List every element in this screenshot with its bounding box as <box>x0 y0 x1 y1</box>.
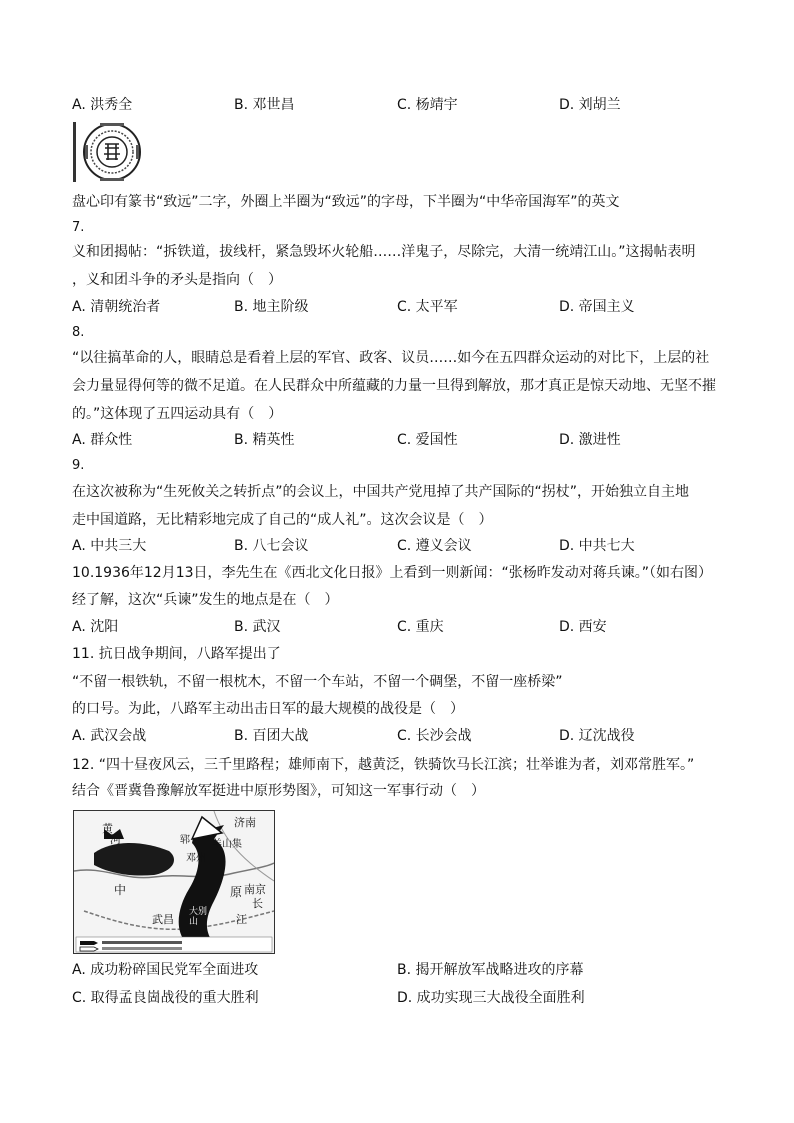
seal-image <box>72 121 146 183</box>
q11-option-b: B. 百团大战 <box>234 728 309 744</box>
q12-option-b: B. 揭开解放军战略进攻的序幕 <box>397 962 584 978</box>
q6-option-c: C. 杨靖宇 <box>397 97 458 113</box>
q11-stem-line2: “不留一根铁轨，不留一根枕木，不留一个车站，不留一个碉堡，不留一座桥梁” <box>72 674 563 690</box>
map-label-jinan: 济南 <box>234 816 256 829</box>
q11-option-c: C. 长沙会战 <box>397 728 472 744</box>
q7-option-a: A. 清朝统治者 <box>72 299 161 315</box>
map-label-jiang: 江 <box>236 913 247 926</box>
map-label-yuan: 原 <box>230 885 243 899</box>
q10-option-d: D. 西安 <box>559 619 607 635</box>
q12-stem-line1: 12. “四十昼夜风云，三千里路程；雄师南下，越黄泛，铁骑饮马长江滨；壮举谁为者，刘邓常胜军。” <box>72 757 695 773</box>
q8-stem-line3: 的。”这体现了五四运动具有（ ） <box>72 406 283 422</box>
q7-option-b: B. 地主阶级 <box>234 299 309 315</box>
q8-number: 8. <box>72 325 85 340</box>
seal-caption: 盘心印有篆书“致远”二字，外圈上半圈为“致远”的字母，下半圈为“中华帝国海军”的英文 <box>72 194 620 210</box>
q6-option-b: B. 邓世昌 <box>234 97 295 113</box>
q9-stem-line2: 走中国道路，无比精彩地完成了自己的“成人礼”。这次会议是（ ） <box>72 512 493 528</box>
q9-option-b: B. 八七会议 <box>234 538 309 554</box>
q10-option-c: C. 重庆 <box>397 619 444 635</box>
q9-option-a: A. 中共三大 <box>72 538 147 554</box>
q7-option-c: C. 太平军 <box>397 299 458 315</box>
q7-number: 7. <box>72 220 85 235</box>
q6-option-a: A. 洪秀全 <box>72 97 133 113</box>
map-label-yun: 郓 <box>180 835 190 846</box>
map-label-yangshanji: 羊山集 <box>212 839 242 850</box>
q9-option-c: C. 遵义会议 <box>397 538 472 554</box>
map-label-chang: 长 <box>252 897 263 910</box>
q12-option-c: C. 取得孟良崮战役的重大胜利 <box>72 990 259 1006</box>
q7-stem-line2: ，义和团斗争的矛头是指向（ ） <box>72 272 282 288</box>
map-label-deng: 邓 <box>186 853 196 864</box>
q8-stem-line1: “以往搞革命的人，眼睛总是看着上层的军官、政客、议员……如今在五四群众运动的对比下，上层的社 <box>72 350 710 366</box>
map-label-nanjing: 南京 <box>244 883 266 896</box>
q6-option-d: D. 刘胡兰 <box>559 97 621 113</box>
q9-option-d: D. 中共七大 <box>559 538 635 554</box>
q10-stem-line1: 10.1936年12月13日，李先生在《西北文化日报》上看到一则新闻：“张杨昨发动对蒋兵谏。”（如右图） <box>72 565 713 581</box>
q8-option-d: D. 激进性 <box>559 432 621 448</box>
map-label-zhong: 中 <box>114 883 127 897</box>
map-label-wuchang: 武昌 <box>152 913 174 926</box>
map-label-zhou: 州 <box>196 853 206 864</box>
q10-option-a: A. 沈阳 <box>72 619 119 635</box>
q7-stem-line1: 义和团揭帖：“拆铁道，拔线杆，紧急毁坏火轮船……洋鬼子，尽除完，大清一统靖江山。”这揭帖表明 <box>72 244 696 260</box>
q10-option-b: B. 武汉 <box>234 619 281 635</box>
central-plains-map <box>73 810 275 954</box>
q8-stem-line2: 会力量显得何等的微不足道。在人民群众中所蕴藏的力量一旦得到解放，那才真正是惊天动地、无坚不摧 <box>72 378 716 394</box>
q8-option-b: B. 精英性 <box>234 432 295 448</box>
q7-option-d: D. 帝国主义 <box>559 299 635 315</box>
q11-stem-line1: 11. 抗日战争期间，八路军提出了 <box>72 646 281 662</box>
map-label-dabieshan: 大别山 <box>189 907 208 927</box>
map-label-yellow-river-2: 河 <box>110 833 121 846</box>
q12-option-d: D. 成功实现三大战役全面胜利 <box>397 990 585 1006</box>
q12-stem-line2: 结合《晋冀鲁豫解放军挺进中原形势图》，可知这一军事行动（ ） <box>72 783 485 799</box>
q12-option-a: A. 成功粉碎国民党军全面进攻 <box>72 962 259 978</box>
q9-number: 9. <box>72 458 85 473</box>
q11-option-a: A. 武汉会战 <box>72 728 147 744</box>
q11-stem-line3: 的口号。为此，八路军主动出击日军的最大规模的战役是（ ） <box>72 701 464 717</box>
q11-option-d: D. 辽沈战役 <box>559 728 635 744</box>
q8-option-a: A. 群众性 <box>72 432 133 448</box>
map-label-yellow-river-1: 黄 <box>102 822 113 835</box>
q10-stem-line2: 经了解，这次“兵谏”发生的地点是在（ ） <box>72 592 339 608</box>
q9-stem-line1: 在这次被称为“生死攸关之转折点”的会议上，中国共产党甩掉了共产国际的“拐杖”，开始独立自主地 <box>72 484 690 500</box>
q8-option-c: C. 爱国性 <box>397 432 458 448</box>
